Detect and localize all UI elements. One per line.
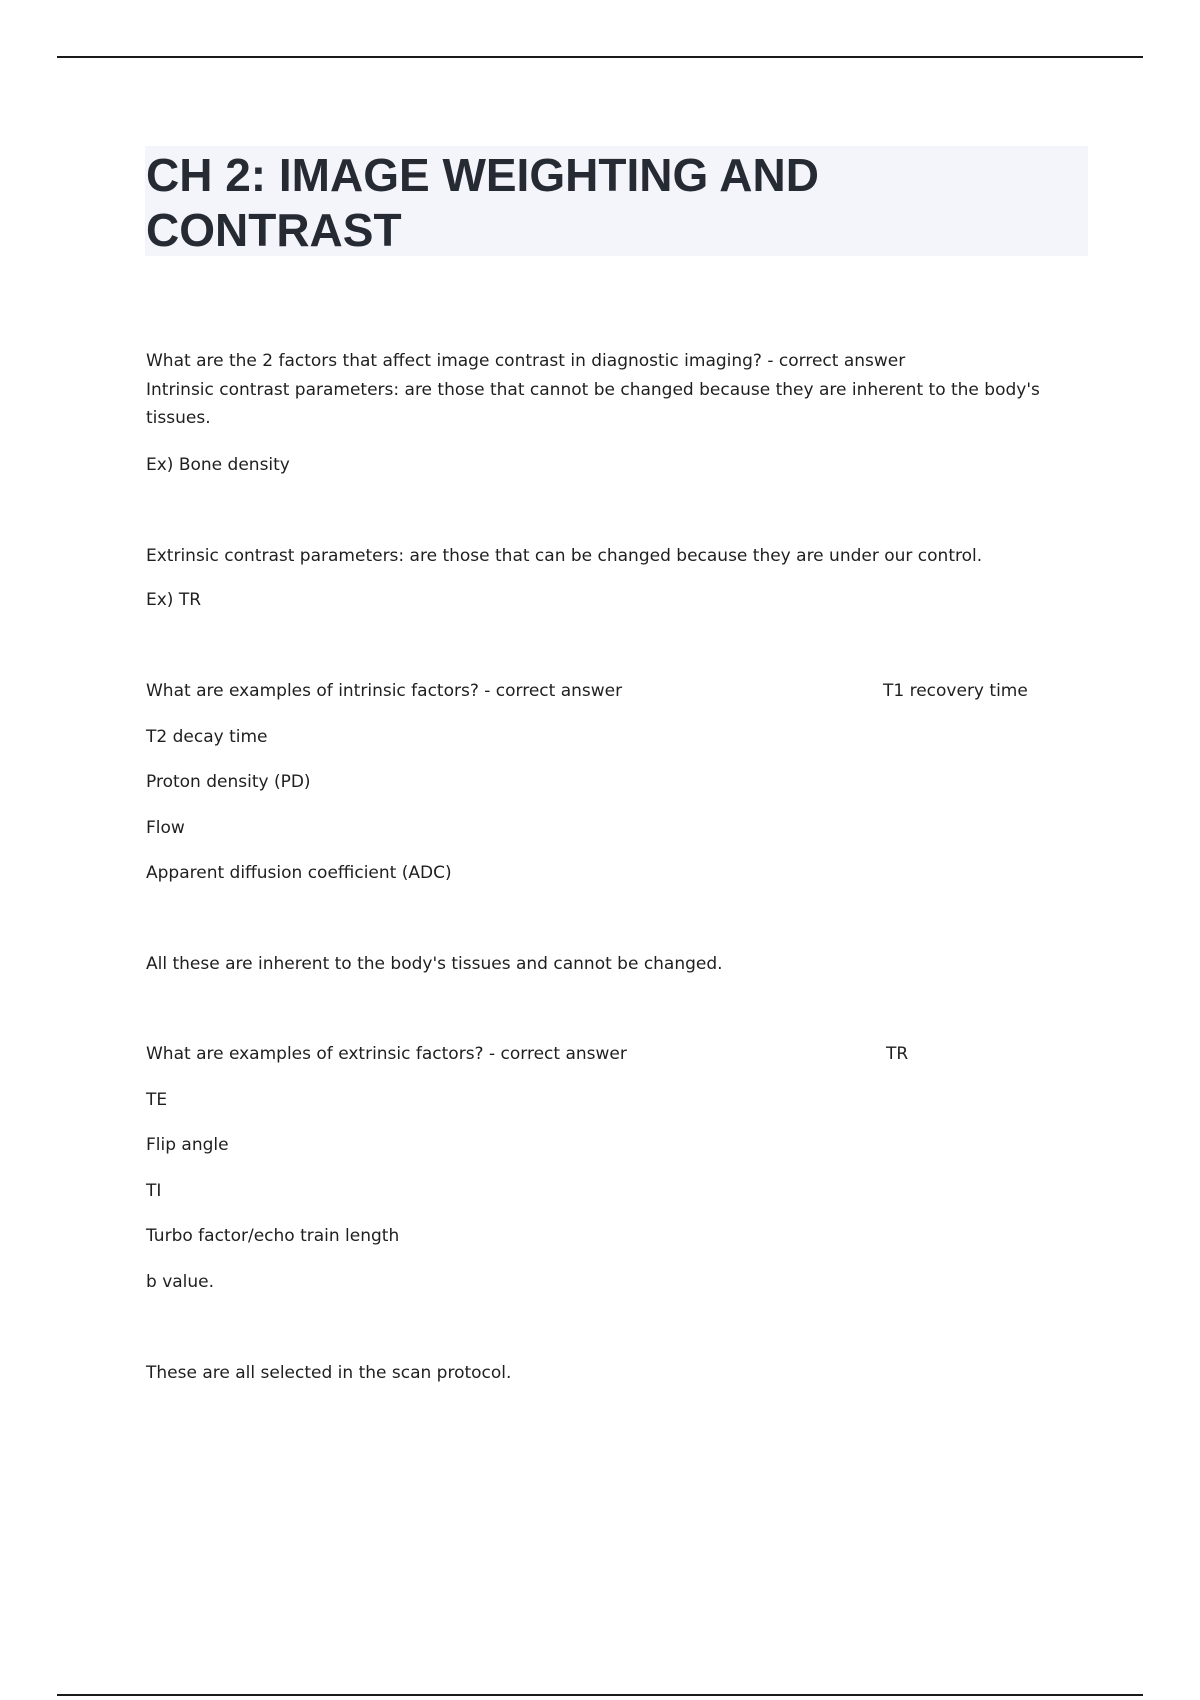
answer-2-first-item: T1 recovery time xyxy=(883,681,1028,701)
answer-1-extrinsic-example: Ex) TR xyxy=(146,590,202,610)
answer-3-item: Turbo factor/echo train length xyxy=(146,1226,400,1246)
answer-2-item: Proton density (PD) xyxy=(146,772,311,792)
document-title: CH 2: IMAGE WEIGHTING AND CONTRAST xyxy=(146,149,819,256)
answer-3-item: TE xyxy=(146,1090,168,1110)
answer-3-note: These are all selected in the scan protocol. xyxy=(146,1363,512,1383)
header-rule xyxy=(57,56,1143,58)
answer-1-intrinsic-example: Ex) Bone density xyxy=(146,455,290,475)
question-2: What are examples of intrinsic factors? - correct answer xyxy=(146,681,623,701)
answer-3-first-item: TR xyxy=(886,1044,909,1064)
question-3: What are examples of extrinsic factors? - correct answer xyxy=(146,1044,627,1064)
answer-1-intrinsic: Intrinsic contrast parameters: are those that cannot be changed because they are inherent to the body's tissues. xyxy=(146,380,1040,428)
answer-3-item: b value. xyxy=(146,1272,215,1292)
answer-2-item: T2 decay time xyxy=(146,727,268,747)
question-1: What are the 2 factors that affect image contrast in diagnostic imaging? - correct answer xyxy=(146,351,906,371)
answer-1-extrinsic: Extrinsic contrast parameters: are those that can be changed because they are under our control. xyxy=(146,546,983,566)
answer-3-item: Flip angle xyxy=(146,1135,229,1155)
footer-rule xyxy=(57,1694,1143,1696)
answer-2-item: Apparent diffusion coefficient (ADC) xyxy=(146,863,452,883)
answer-2-item: Flow xyxy=(146,818,185,838)
answer-2-note: All these are inherent to the body's tissues and cannot be changed. xyxy=(146,954,723,974)
answer-3-item: TI xyxy=(146,1181,162,1201)
